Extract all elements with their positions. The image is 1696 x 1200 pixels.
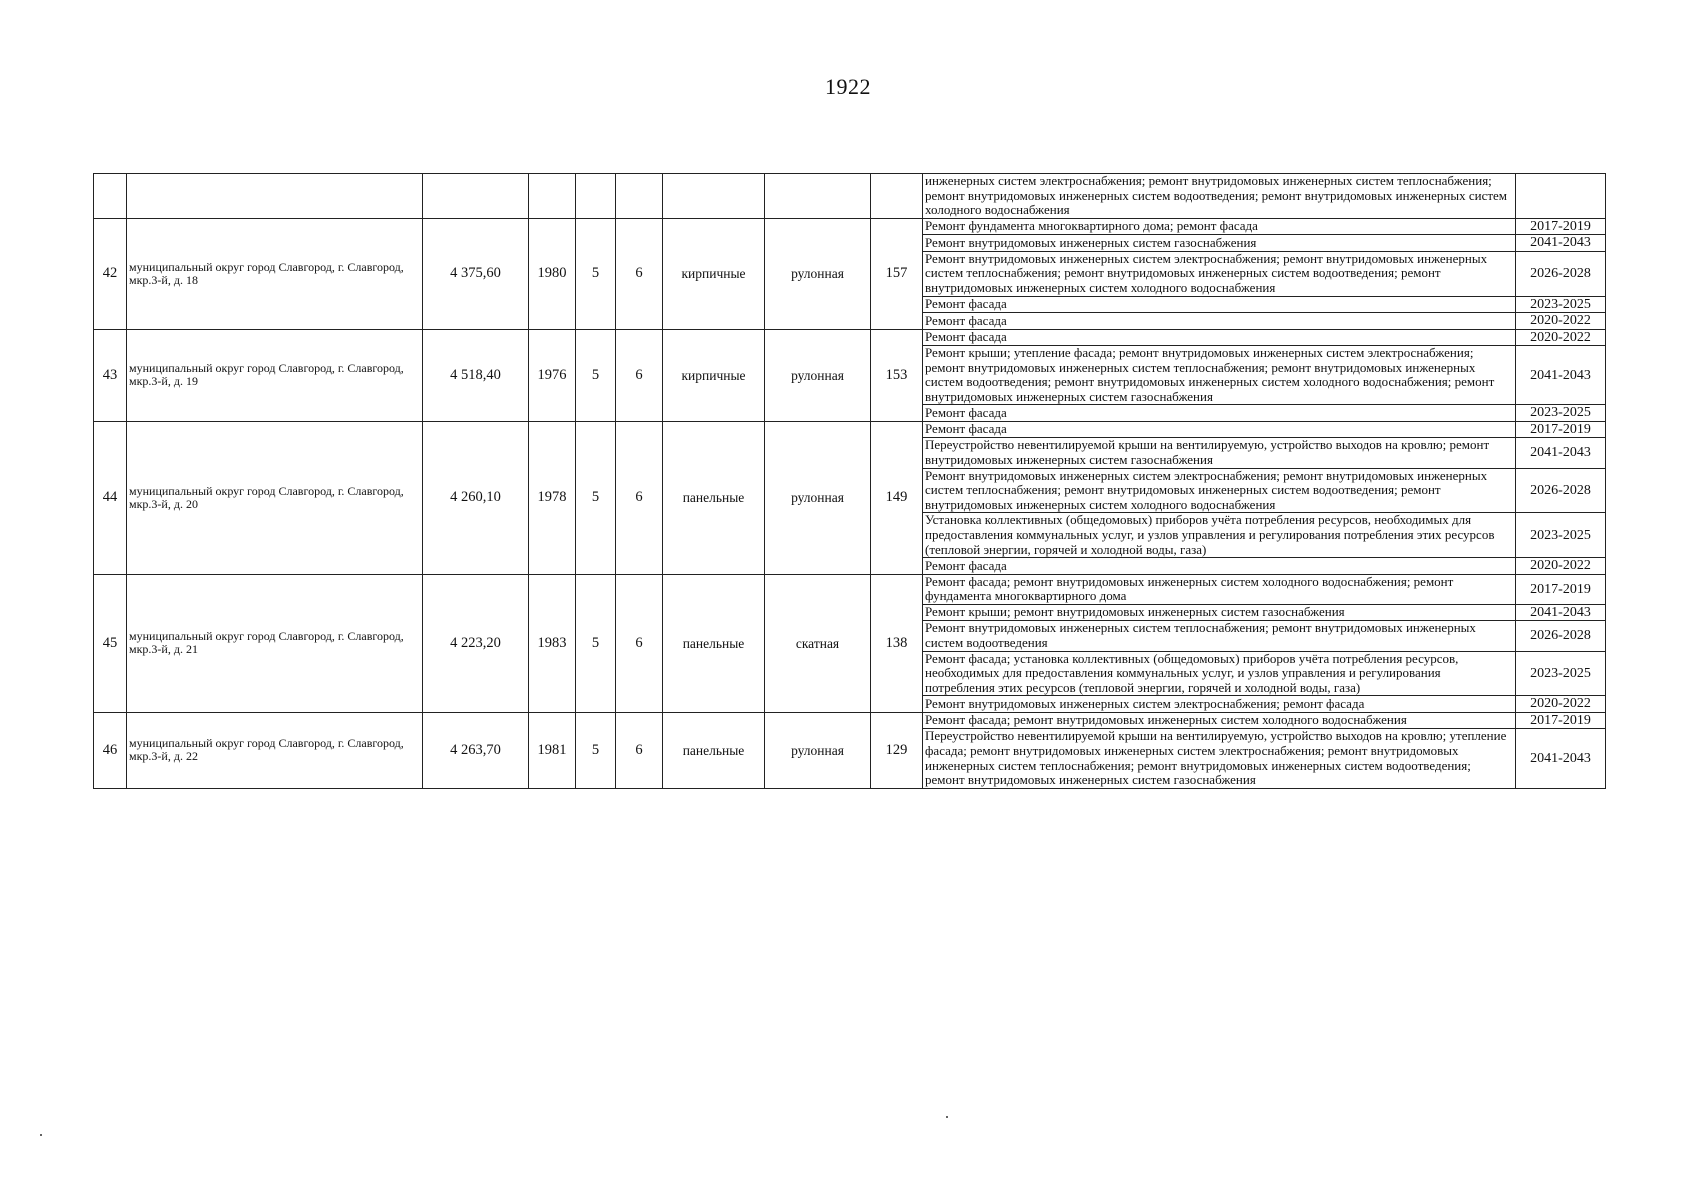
build-year: 1980 — [529, 218, 576, 329]
address: муниципальный округ город Славгород, г. Славгород, мкр.3-й, д. 22 — [127, 712, 423, 788]
row-number: 43 — [94, 329, 127, 421]
work-description: Ремонт фасада; ремонт внутридомовых инженерных систем холодного водоснабжения; ремонт фундамента многоквартирного дома — [923, 574, 1516, 604]
work-period: 2023-2025 — [1516, 651, 1606, 696]
work-description: Ремонт внутридомовых инженерных систем электроснабжения; ремонт фасада — [923, 696, 1516, 713]
entrances: 6 — [616, 574, 663, 712]
cell-empty — [1516, 174, 1606, 219]
cell-empty — [616, 174, 663, 219]
roof-type: рулонная — [765, 421, 871, 574]
work-period: 2023-2025 — [1516, 405, 1606, 422]
total-area: 4 260,10 — [423, 421, 529, 574]
work-description: Ремонт крыши; утепление фасада; ремонт внутридомовых инженерных систем электроснабжения; ремонт внутридомовых инженерных систем теплоснабжения; ремонт внутридомовых инженерных систем водоотведения; ремонт внутридомовых инженерных систем холодного водоснабжения; ремонт внутридомовых инженерных систем газоснабжения — [923, 346, 1516, 405]
work-description: Установка коллективных (общедомовых) приборов учёта потребления ресурсов, необходимых для предоставления коммунальных услуг, и узлов управления и регулирования потребления этих ресурсов (тепловой энергии, горячей и холодной воды, газа) — [923, 513, 1516, 558]
work-period: 2026-2028 — [1516, 251, 1606, 296]
wall-material: панельные — [663, 574, 765, 712]
total-area: 4 263,70 — [423, 712, 529, 788]
entrances: 6 — [616, 329, 663, 421]
work-description: Ремонт внутридомовых инженерных систем теплоснабжения; ремонт внутридомовых инженерных систем водоотведения — [923, 621, 1516, 651]
cell-empty — [765, 174, 871, 219]
work-period: 2041-2043 — [1516, 729, 1606, 788]
table-row — [94, 218, 1606, 235]
table-body — [94, 174, 1606, 789]
roof-type: рулонная — [765, 329, 871, 421]
work-period: 2041-2043 — [1516, 604, 1606, 621]
total-area: 4 375,60 — [423, 218, 529, 329]
address: муниципальный округ город Славгород, г. Славгород, мкр.3-й, д. 20 — [127, 421, 423, 574]
floors: 5 — [576, 421, 616, 574]
residents-count: 129 — [871, 712, 923, 788]
wall-material: кирпичные — [663, 329, 765, 421]
work-description: Ремонт фасада — [923, 329, 1516, 346]
work-period: 2020-2022 — [1516, 558, 1606, 575]
entrances: 6 — [616, 218, 663, 329]
roof-type: рулонная — [765, 712, 871, 788]
work-description: Ремонт фасада; ремонт внутридомовых инженерных систем холодного водоснабжения — [923, 712, 1516, 729]
capital-repair-table — [93, 173, 1606, 789]
total-area: 4 518,40 — [423, 329, 529, 421]
residents-count: 138 — [871, 574, 923, 712]
row-number: 44 — [94, 421, 127, 574]
roof-type: скатная — [765, 574, 871, 712]
work-description: инженерных систем электроснабжения; ремонт внутридомовых инженерных систем теплоснабжения; ремонт внутридомовых инженерных систем водоотведения; ремонт внутридомовых инженерных систем холодного водоснабжения — [923, 174, 1516, 219]
row-number: 42 — [94, 218, 127, 329]
floors: 5 — [576, 218, 616, 329]
work-period: 2020-2022 — [1516, 696, 1606, 713]
scan-speck — [946, 1116, 948, 1118]
address: муниципальный округ город Славгород, г. Славгород, мкр.3-й, д. 19 — [127, 329, 423, 421]
scan-speck — [40, 1134, 42, 1136]
work-description: Ремонт фасада — [923, 296, 1516, 313]
floors: 5 — [576, 712, 616, 788]
residents-count: 157 — [871, 218, 923, 329]
work-period: 2041-2043 — [1516, 346, 1606, 405]
table-row — [94, 712, 1606, 729]
cell-empty — [663, 174, 765, 219]
table-row-continuation — [94, 174, 1606, 219]
page-number: 1922 — [825, 74, 871, 99]
build-year: 1981 — [529, 712, 576, 788]
work-period: 2017-2019 — [1516, 574, 1606, 604]
work-description: Ремонт фасада — [923, 405, 1516, 422]
residents-count: 153 — [871, 329, 923, 421]
work-period: 2017-2019 — [1516, 712, 1606, 729]
cell-empty — [871, 174, 923, 219]
cell-empty — [127, 174, 423, 219]
wall-material: панельные — [663, 712, 765, 788]
build-year: 1978 — [529, 421, 576, 574]
table-row — [94, 574, 1606, 604]
address: муниципальный округ город Славгород, г. Славгород, мкр.3-й, д. 18 — [127, 218, 423, 329]
cell-empty — [529, 174, 576, 219]
roof-type: рулонная — [765, 218, 871, 329]
work-period: 2023-2025 — [1516, 296, 1606, 313]
table-row — [94, 329, 1606, 346]
address: муниципальный округ город Славгород, г. Славгород, мкр.3-й, д. 21 — [127, 574, 423, 712]
residents-count: 149 — [871, 421, 923, 574]
build-year: 1983 — [529, 574, 576, 712]
entrances: 6 — [616, 712, 663, 788]
work-period: 2026-2028 — [1516, 621, 1606, 651]
work-description: Ремонт фасада — [923, 558, 1516, 575]
cell-empty — [94, 174, 127, 219]
work-description: Ремонт внутридомовых инженерных систем электроснабжения; ремонт внутридомовых инженерных систем теплоснабжения; ремонт внутридомовых инженерных систем водоотведения; ремонт внутридомовых инженерных систем холодного водоснабжения — [923, 251, 1516, 296]
work-period: 2020-2022 — [1516, 313, 1606, 330]
work-period: 2020-2022 — [1516, 329, 1606, 346]
wall-material: кирпичные — [663, 218, 765, 329]
wall-material: панельные — [663, 421, 765, 574]
work-description: Ремонт внутридомовых инженерных систем электроснабжения; ремонт внутридомовых инженерных систем теплоснабжения; ремонт внутридомовых инженерных систем водоотведения; ремонт внутридомовых инженерных систем холодного водоснабжения — [923, 468, 1516, 513]
work-description: Ремонт внутридомовых инженерных систем газоснабжения — [923, 235, 1516, 252]
work-description: Ремонт фасада; установка коллективных (общедомовых) приборов учёта потребления ресурсов, необходимых для предоставления коммунальных услуг, и узлов управления и регулирования потребления этих ресурсов (тепловой энергии, горячей и холодной воды, газа) — [923, 651, 1516, 696]
work-period: 2023-2025 — [1516, 513, 1606, 558]
work-description: Ремонт фасада — [923, 313, 1516, 330]
work-period: 2041-2043 — [1516, 438, 1606, 468]
table-row — [94, 421, 1606, 438]
work-period: 2041-2043 — [1516, 235, 1606, 252]
work-description: Переустройство невентилируемой крыши на вентилируемую, устройство выходов на кровлю; ремонт внутридомовых инженерных систем газоснабжения — [923, 438, 1516, 468]
entrances: 6 — [616, 421, 663, 574]
total-area: 4 223,20 — [423, 574, 529, 712]
floors: 5 — [576, 329, 616, 421]
work-description: Переустройство невентилируемой крыши на вентилируемую, устройство выходов на кровлю; утепление фасада; ремонт внутридомовых инженерных систем электроснабжения; ремонт внутридомовых инженерных систем теплоснабжения; ремонт внутридомовых инженерных систем водоотведения; ремонт внутридомовых инженерных систем газоснабжения — [923, 729, 1516, 788]
work-period: 2017-2019 — [1516, 421, 1606, 438]
cell-empty — [423, 174, 529, 219]
cell-empty — [576, 174, 616, 219]
row-number: 45 — [94, 574, 127, 712]
work-description: Ремонт крыши; ремонт внутридомовых инженерных систем газоснабжения — [923, 604, 1516, 621]
build-year: 1976 — [529, 329, 576, 421]
row-number: 46 — [94, 712, 127, 788]
work-period: 2026-2028 — [1516, 468, 1606, 513]
work-description: Ремонт фасада — [923, 421, 1516, 438]
work-description: Ремонт фундамента многоквартирного дома; ремонт фасада — [923, 218, 1516, 235]
floors: 5 — [576, 574, 616, 712]
work-period: 2017-2019 — [1516, 218, 1606, 235]
